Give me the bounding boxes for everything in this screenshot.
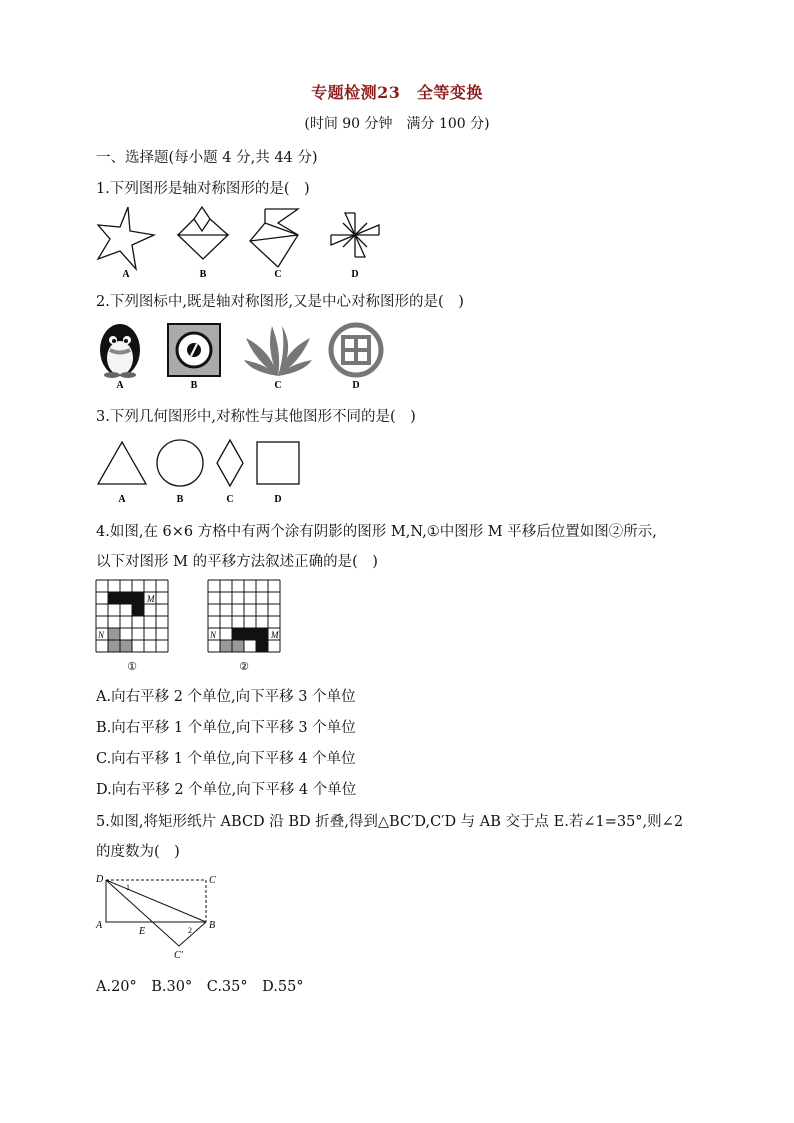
q3-rhombus (217, 440, 243, 486)
question-3-stem: 3.下列几何图形中,对称性与其他图形不同的是( ) (96, 409, 416, 425)
q4-grid1-label-n: N (98, 630, 105, 640)
q5-angle-1: 1 (126, 883, 130, 892)
q2-icon-a-penguin-icon (100, 324, 140, 378)
q3-circle (157, 440, 203, 486)
q2-icon-b-square-circle-icon (168, 324, 220, 376)
question-3-figures (90, 436, 310, 508)
q4-grid-2 (208, 580, 280, 673)
q4-grid2-caption: ② (239, 660, 249, 673)
question-5-stem-line-2: 的度数为( ) (96, 844, 180, 860)
q1-figure-d (331, 213, 379, 257)
q3-label-b: B (176, 494, 184, 505)
q5-label-d: D (96, 874, 104, 885)
q5-options: A.20° B.30° C.35° D.55° (96, 979, 304, 995)
q3-square (257, 442, 299, 484)
section-heading: 一、选择题(每小题 4 分,共 44 分) (96, 150, 318, 166)
q4-option-a: A.向右平移 2 个单位,向下平移 3 个单位 (96, 689, 356, 705)
q5-label-b: B (209, 920, 216, 931)
question-1-figures (90, 205, 390, 285)
q3-label-d: D (274, 494, 282, 505)
page-subtitle: (时间 90 分钟 满分 100 分) (304, 116, 490, 132)
q4-grid1-label-m: M (147, 594, 155, 604)
q4-grid2-label-m: M (271, 630, 279, 640)
q4-option-d: D.向右平移 2 个单位,向下平移 4 个单位 (96, 782, 357, 798)
q3-label-c: C (226, 494, 234, 505)
q1-figure-c (250, 209, 298, 267)
q2-label-a: A (116, 380, 124, 391)
q5-diagonal-bd (106, 880, 206, 922)
q4-grid-1 (96, 580, 168, 673)
q4-grid1-caption: ① (127, 660, 137, 673)
q2-icon-d-emblem-icon (331, 325, 381, 375)
q4-option-b: B.向右平移 1 个单位,向下平移 3 个单位 (96, 720, 356, 736)
q1-label-b: B (199, 269, 207, 280)
q1-figure-a (98, 207, 154, 269)
question-4-stem-line-1: 4.如图,在 6×6 方格中有两个涂有阴影的图形 M,N,①中图形 M 平移后位置如图②所示, (96, 524, 657, 540)
q2-icon-c-petal-fan-icon (244, 326, 312, 376)
question-2-stem: 2.下列图标中,既是轴对称图形,又是中心对称图形的是( ) (96, 294, 464, 310)
q5-label-a: A (96, 920, 103, 931)
q4-option-c: C.向右平移 1 个单位,向下平移 4 个单位 (96, 751, 356, 767)
q3-triangle (98, 442, 146, 484)
q5-label-c: C (209, 875, 216, 886)
page-title: 专题检测23 全等变换 (311, 83, 483, 102)
q1-label-d: D (351, 269, 359, 280)
q1-label-c: C (274, 269, 282, 280)
q5-label-c-prime: C′ (174, 950, 183, 961)
q1-figure-b (178, 207, 228, 259)
q4-grid2-label-n: N (210, 630, 217, 640)
q2-label-c: C (274, 380, 282, 391)
question-4-stem-line-2: 以下对图形 M 的平移方法叙述正确的是( ) (96, 554, 378, 570)
q5-folded-triangle (106, 880, 206, 946)
q1-label-a: A (122, 269, 130, 280)
question-1-stem: 1.下列图形是轴对称图形的是( ) (96, 181, 310, 197)
q2-label-b: B (190, 380, 198, 391)
q2-label-d: D (352, 380, 360, 391)
q5-angle-2: 2 (188, 926, 192, 935)
question-5-stem-line-1: 5.如图,将矩形纸片 ABCD 沿 BD 折叠,得到△BC′D,C′D 与 AB 交于点 E.若∠1=35°,则∠2 (96, 814, 684, 830)
question-2-figures (90, 320, 390, 392)
q5-label-e: E (139, 926, 146, 937)
question-4-grids (96, 580, 296, 675)
q3-label-a: A (118, 494, 126, 505)
question-5-figure (94, 870, 224, 960)
